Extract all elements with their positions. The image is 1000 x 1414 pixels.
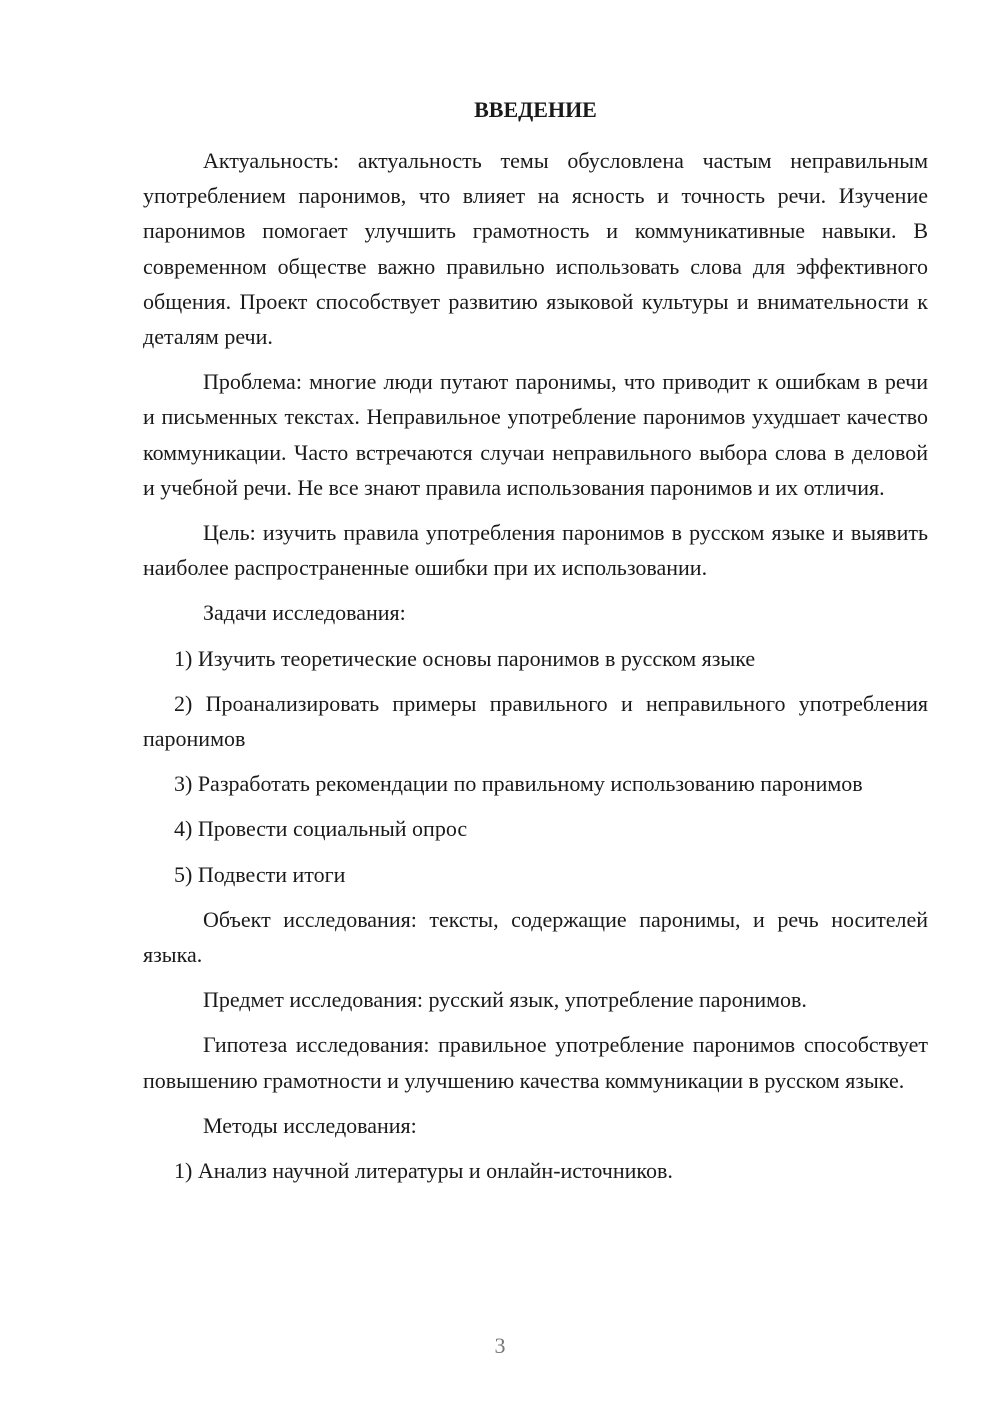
hypothesis-paragraph: Гипотеза исследования: правильное употребление паронимов способствует повышению грамотности и улучшению качества коммуникации в русском языке.	[143, 1032, 928, 1093]
body-text	[143, 143, 928, 1188]
method-item-1: 1) Анализ научной литературы и онлайн-источников.	[174, 1158, 673, 1184]
page-number: 3	[494, 1333, 506, 1358]
tasks-heading: Задачи исследования:	[203, 600, 406, 626]
page-title: ВВЕДЕНИЕ	[474, 97, 597, 122]
task-item-1: 1) Изучить теоретические основы паронимов в русском языке	[174, 645, 756, 671]
task-item-4: 4) Провести социальный опрос	[174, 816, 468, 842]
task-item-5: 5) Подвести итоги	[174, 861, 346, 887]
goal-paragraph: Цель: изучить правила употребления паронимов в русском языке и выявить наиболее распространенные ошибки при их использовании.	[143, 520, 928, 581]
task-item-2: 2) Проанализировать примеры правильного и неправильного употребления паронимов	[143, 690, 928, 752]
relevance-paragraph: Актуальность: актуальность темы обусловлена частым неправильным употреблением паронимов, что влияет на ясность и точность речи. Изучение паронимов помогает улучшить грамотность и коммуникативные навыки. В современном обществе важно правильно использовать слова для эффективного общения. Проект способствует развитию языковой культуры и внимательности к деталям речи.	[143, 148, 928, 350]
methods-heading: Методы исследования:	[203, 1112, 417, 1138]
task-item-3: 3) Разработать рекомендации по правильному использованию паронимов	[174, 771, 863, 797]
object-paragraph: Объект исследования: тексты, содержащие паронимы, и речь носителей языка.	[143, 906, 928, 968]
problem-paragraph: Проблема: многие люди путают паронимы, что приводит к ошибкам в речи и письменных текстах. Неправильное употребление паронимов ухудшает качество коммуникации. Часто встречаются случаи неправильного выбора слова в деловой и учебной речи. Не все знают правила использования паронимов и их отличия.	[143, 369, 928, 500]
page-content	[143, 92, 928, 1198]
subject-paragraph: Предмет исследования: русский язык, употребление паронимов.	[203, 987, 807, 1013]
